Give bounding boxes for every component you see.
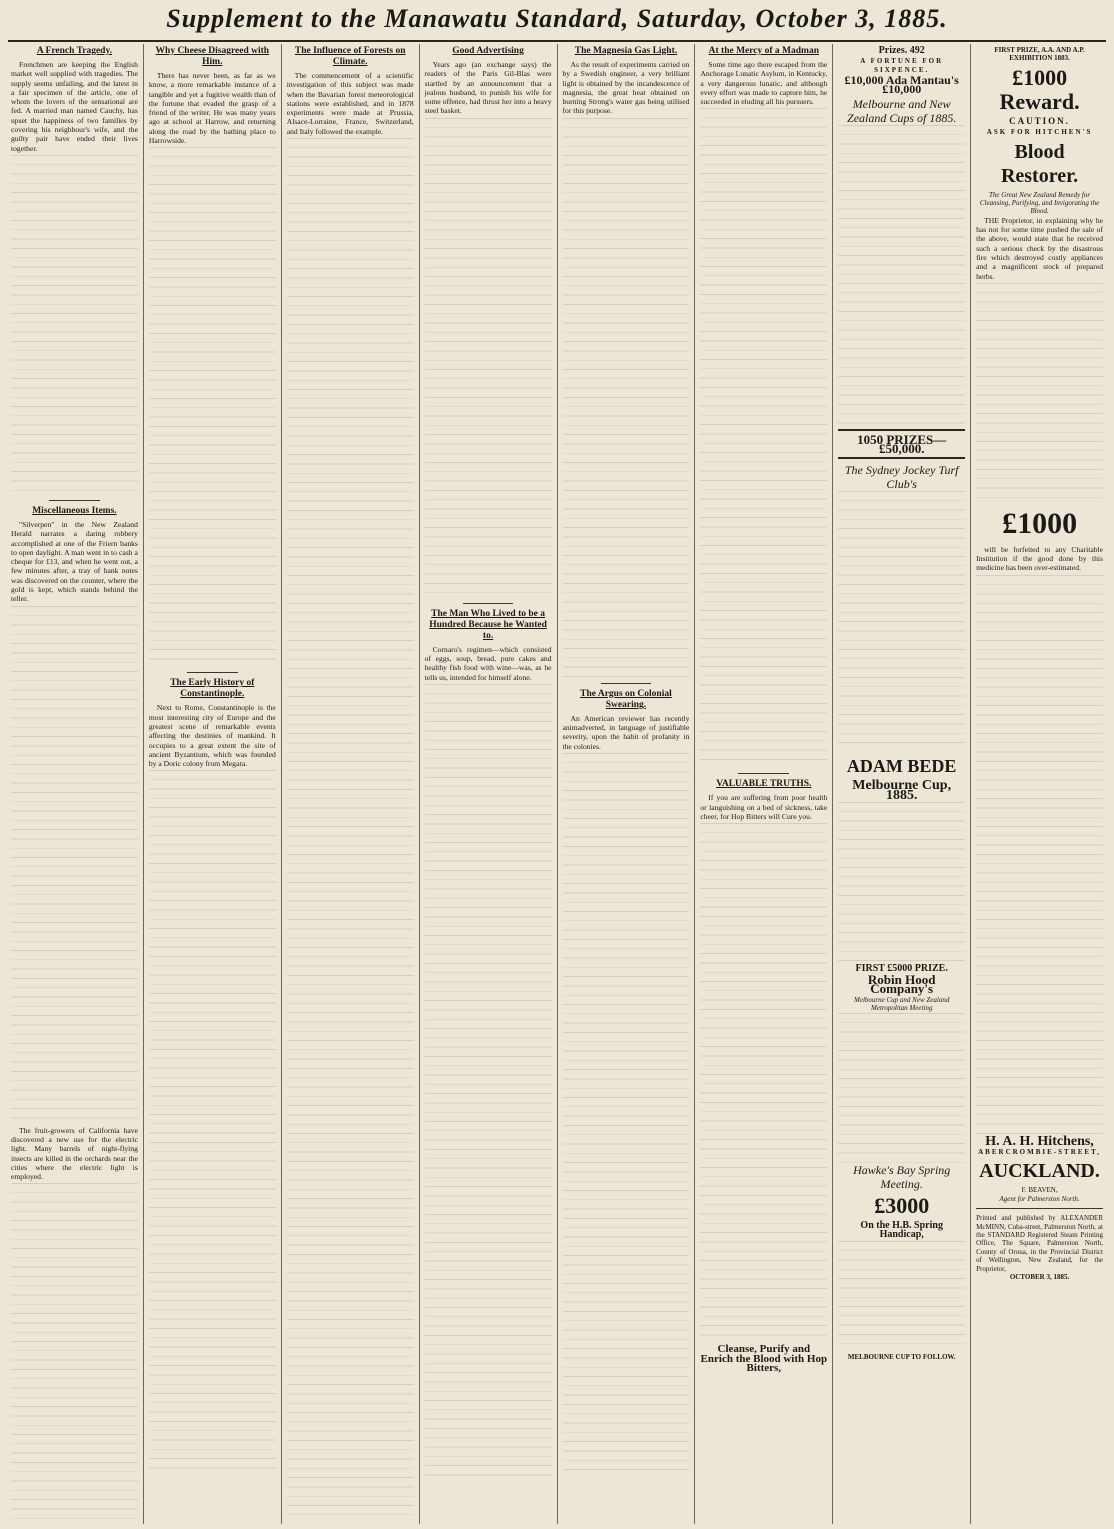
article-title: The Influence of Forests on Climate.: [294, 46, 406, 67]
hawke-handicap: On the H.B. Spring Handicap,: [860, 1219, 943, 1240]
cups-heading: Melbourne and New Zealand Cups of 1885.: [847, 96, 957, 125]
article-title: Why Cheese Disagreed with Him.: [155, 46, 270, 67]
text-body: [976, 283, 1103, 503]
article-title: The Man Who Lived to be a Hundred Because he Wanted to.: [429, 608, 547, 641]
ask-for: ASK FOR HITCHEN'S: [986, 128, 1093, 137]
text-body: [563, 118, 690, 678]
text-body: [11, 1183, 138, 1524]
divider: [738, 773, 789, 774]
column-2: [144, 44, 282, 1524]
exhibition-prize: FIRST PRIZE, A.A. AND A.P. EXHIBITION 1883.: [994, 46, 1085, 63]
text-body: [838, 491, 965, 751]
article-title: The Early History of Constantinople.: [170, 678, 255, 700]
fortune-line: A FORTUNE FOR SIXPENCE.: [860, 57, 944, 74]
text-body: [149, 770, 276, 1470]
text-body: [287, 138, 414, 1518]
article-title: VALUABLE TRUTHS.: [716, 779, 812, 790]
restorer-heading: Blood Restorer.: [1000, 140, 1079, 187]
text-body: [563, 753, 690, 1473]
text-body: [11, 606, 138, 1126]
adam-bede-sub: Melbourne Cup, 1885.: [852, 778, 952, 803]
article-title: At the Mercy of a Madman: [708, 46, 819, 56]
hawke-heading: Hawke's Bay Spring Meeting.: [853, 1162, 951, 1191]
text-body: [700, 108, 827, 768]
divider: [601, 683, 652, 684]
forfeit-amount: £1000: [1002, 506, 1078, 540]
robin-hood-heading: Robin Hood Company's: [867, 972, 936, 997]
imprint: Printed and published by ALEXANDER McMINN, Cuba-street, Palmerston North, at the STANDARD Registered Steam Printing Office, The Square, Palmerston North, County of Oroua, in the Provincial District of Wellington, New Zealand, for the Proprietor,: [976, 1214, 1103, 1273]
imprint-date: OCTOBER 3, 1885.: [1009, 1273, 1070, 1282]
article-text: THE Proprietor, in explaining why he has not for some time pushed the sale of the above, would state that he received such a serious check by the disastrous fire which destroyed costly appliances and a magnificent stock of prepared herbs.: [976, 215, 1103, 281]
column-6: [695, 44, 833, 1524]
masthead: Supplement to the Manawatu Standard, Saturday, October 3, 1885.: [166, 4, 948, 33]
article-text: Frenchmen are keeping the English market well supplied with tragedies. The supply seems unfailing, and the latest in a fair specimen of the article, one of whom the lovers of the sensational are fed. A married man named Cauchy, has upset the happiness of two families by covering his neighbour's wife, and the guilty pair have ended their lives together.: [11, 60, 138, 153]
agent-role: Agent for Palmerston North.: [999, 1194, 1080, 1203]
caution-heading: CAUTION.: [1009, 115, 1070, 126]
firm-name: H. A. H. Hitchens,: [985, 1133, 1094, 1149]
column-7: [833, 44, 971, 1524]
prizes-total: 1050 PRIZES—£50,000.: [857, 431, 947, 456]
column-1: [6, 44, 144, 1524]
sweep-heading: The Sydney Jockey Turf Club's: [844, 463, 959, 492]
article-title: The Argus on Colonial Swearing.: [580, 688, 672, 710]
big-prize: £10,000 Ada Mantau's £10,000: [844, 73, 959, 97]
columns: [6, 44, 1108, 1524]
article-text: Cornaro's regimen—which consisted of eggs, soup, bread, pure cakes and healthy fish food with wine—was, as he tells us, intended for himself alone.: [424, 644, 552, 682]
article-text: There has never been, as far as we know, a more remarkable instance of a tangible and yet a fugitive wealth than of the fortune that evaded the grasp of a friend of the writer. He was many years ago at school at Harrow, and returning along the road by the bathing place to Harrowside.: [148, 71, 276, 146]
remedy-line: The Great New Zealand Remedy for Cleansing, Purifying, and Invigorating the Blood.: [979, 190, 1100, 216]
text-body: [11, 155, 138, 495]
firm-street: ABERCROMBIE-STREET,: [978, 1148, 1101, 1156]
divider: [463, 603, 514, 604]
divider: [976, 1208, 1103, 1209]
divider: [187, 672, 238, 673]
article-text: An American reviewer has recently animadverted, in language of justifiable severity, upon the habit of profanity in the colonies.: [562, 713, 690, 751]
article-title: Miscellaneous Items.: [32, 505, 117, 516]
article-text: will be forfeited to any Charitable Institution if the good done by this medicine has been over-estimated.: [976, 544, 1103, 573]
reward-heading: £1000 Reward.: [999, 64, 1080, 114]
article-text: If you are suffering from poor health or languishing on a bed of sickness, take cheer, for Hop Bitters will Cure you.: [700, 793, 828, 822]
article-title: The Magnesia Gas Light.: [574, 46, 678, 56]
hop-bitters-slogan: Cleanse, Purify and Enrich the Blood with Hop Bitters,: [700, 1343, 828, 1374]
prizes-heading: Prizes. 492: [878, 45, 925, 56]
article-title: Good Advertising: [452, 46, 524, 56]
agent-name: F. BEAVEN,: [1021, 1186, 1058, 1195]
article-title: A French Tragedy.: [36, 46, 113, 56]
divider: [49, 500, 100, 501]
article-text: "Silverpen" in the New Zealand Herald narrates a daring robbery accomplished at one of the Friern banks to open daylight. A man went in to cash a cheque for £13, and when he went out, a few minutes after, a tray of bank notes was discovered on the counter, where the gold is kept, which stands behind the teller.: [11, 519, 138, 604]
column-3: [282, 44, 420, 1524]
firm-city: AUCKLAND.: [979, 1160, 1100, 1183]
article-text: Next to Rome, Constantinople is the most interesting city of Europe and the greatest scene of remarkable events affecting the destinies of mankind. It occupies to a great extent the site of ancient Byzantium, which was founded by a Doric colony from Megara.: [148, 703, 276, 769]
article-text: As the result of experiments carried on by a Swedish engineer, a very brilliant light is obtained by the incandescence of magnesia, the great heat obtained on burning Strong's water gas being utilised for this purpose.: [562, 60, 690, 116]
column-8: [971, 44, 1108, 1524]
text-body: [149, 147, 276, 667]
text-body: [838, 1013, 965, 1163]
text-body: [700, 823, 827, 1343]
text-body: [425, 118, 552, 598]
article-text: The fruit-growers of California have discovered a new use for the electric light. Many barrels of night-flying insects are killed in the orchards near the cities where the electric light is employed.: [11, 1125, 138, 1182]
robin-hood-sub: Melbourne Cup and New Zealand Metropolitan Meeting: [854, 995, 950, 1013]
text-body: [976, 575, 1103, 1135]
column-4: [420, 44, 558, 1524]
text-body: [838, 125, 965, 425]
text-body: [425, 684, 552, 1484]
text-body: [838, 1241, 965, 1351]
first-prize: FIRST £5000 PRIZE.: [855, 962, 948, 974]
melbourne-follow: MELBOURNE CUP TO FOLLOW.: [847, 1353, 956, 1362]
masthead-rule: [8, 40, 1106, 42]
hawke-amount: £3000: [874, 1192, 930, 1218]
text-body: [838, 802, 965, 962]
article-text: Some time ago there escaped from the Anchorage Lunatic Asylum, in Kentucky, a very dangerous lunatic, and although every effort was made to capture him, he succeeded in eluding all his pursuers.: [700, 60, 828, 107]
article-text: The commencement of a scientific investigation of this subject was made when the Bavarian forest meteorological stations were established, and in 1878 experiments were made at Prussia, Alsace-Lorraine, France, Switzerland, and Italy followed the example.: [286, 71, 414, 136]
adam-bede-heading: ADAM BEDE: [846, 756, 957, 777]
column-5: [558, 44, 696, 1524]
article-text: Years ago (an exchange says) the readers of the Paris Gil-Blas were startled by an announcement that a jealous husband, to punish his wife for some offence, had thrust her into a heavy steel basket.: [424, 60, 552, 116]
